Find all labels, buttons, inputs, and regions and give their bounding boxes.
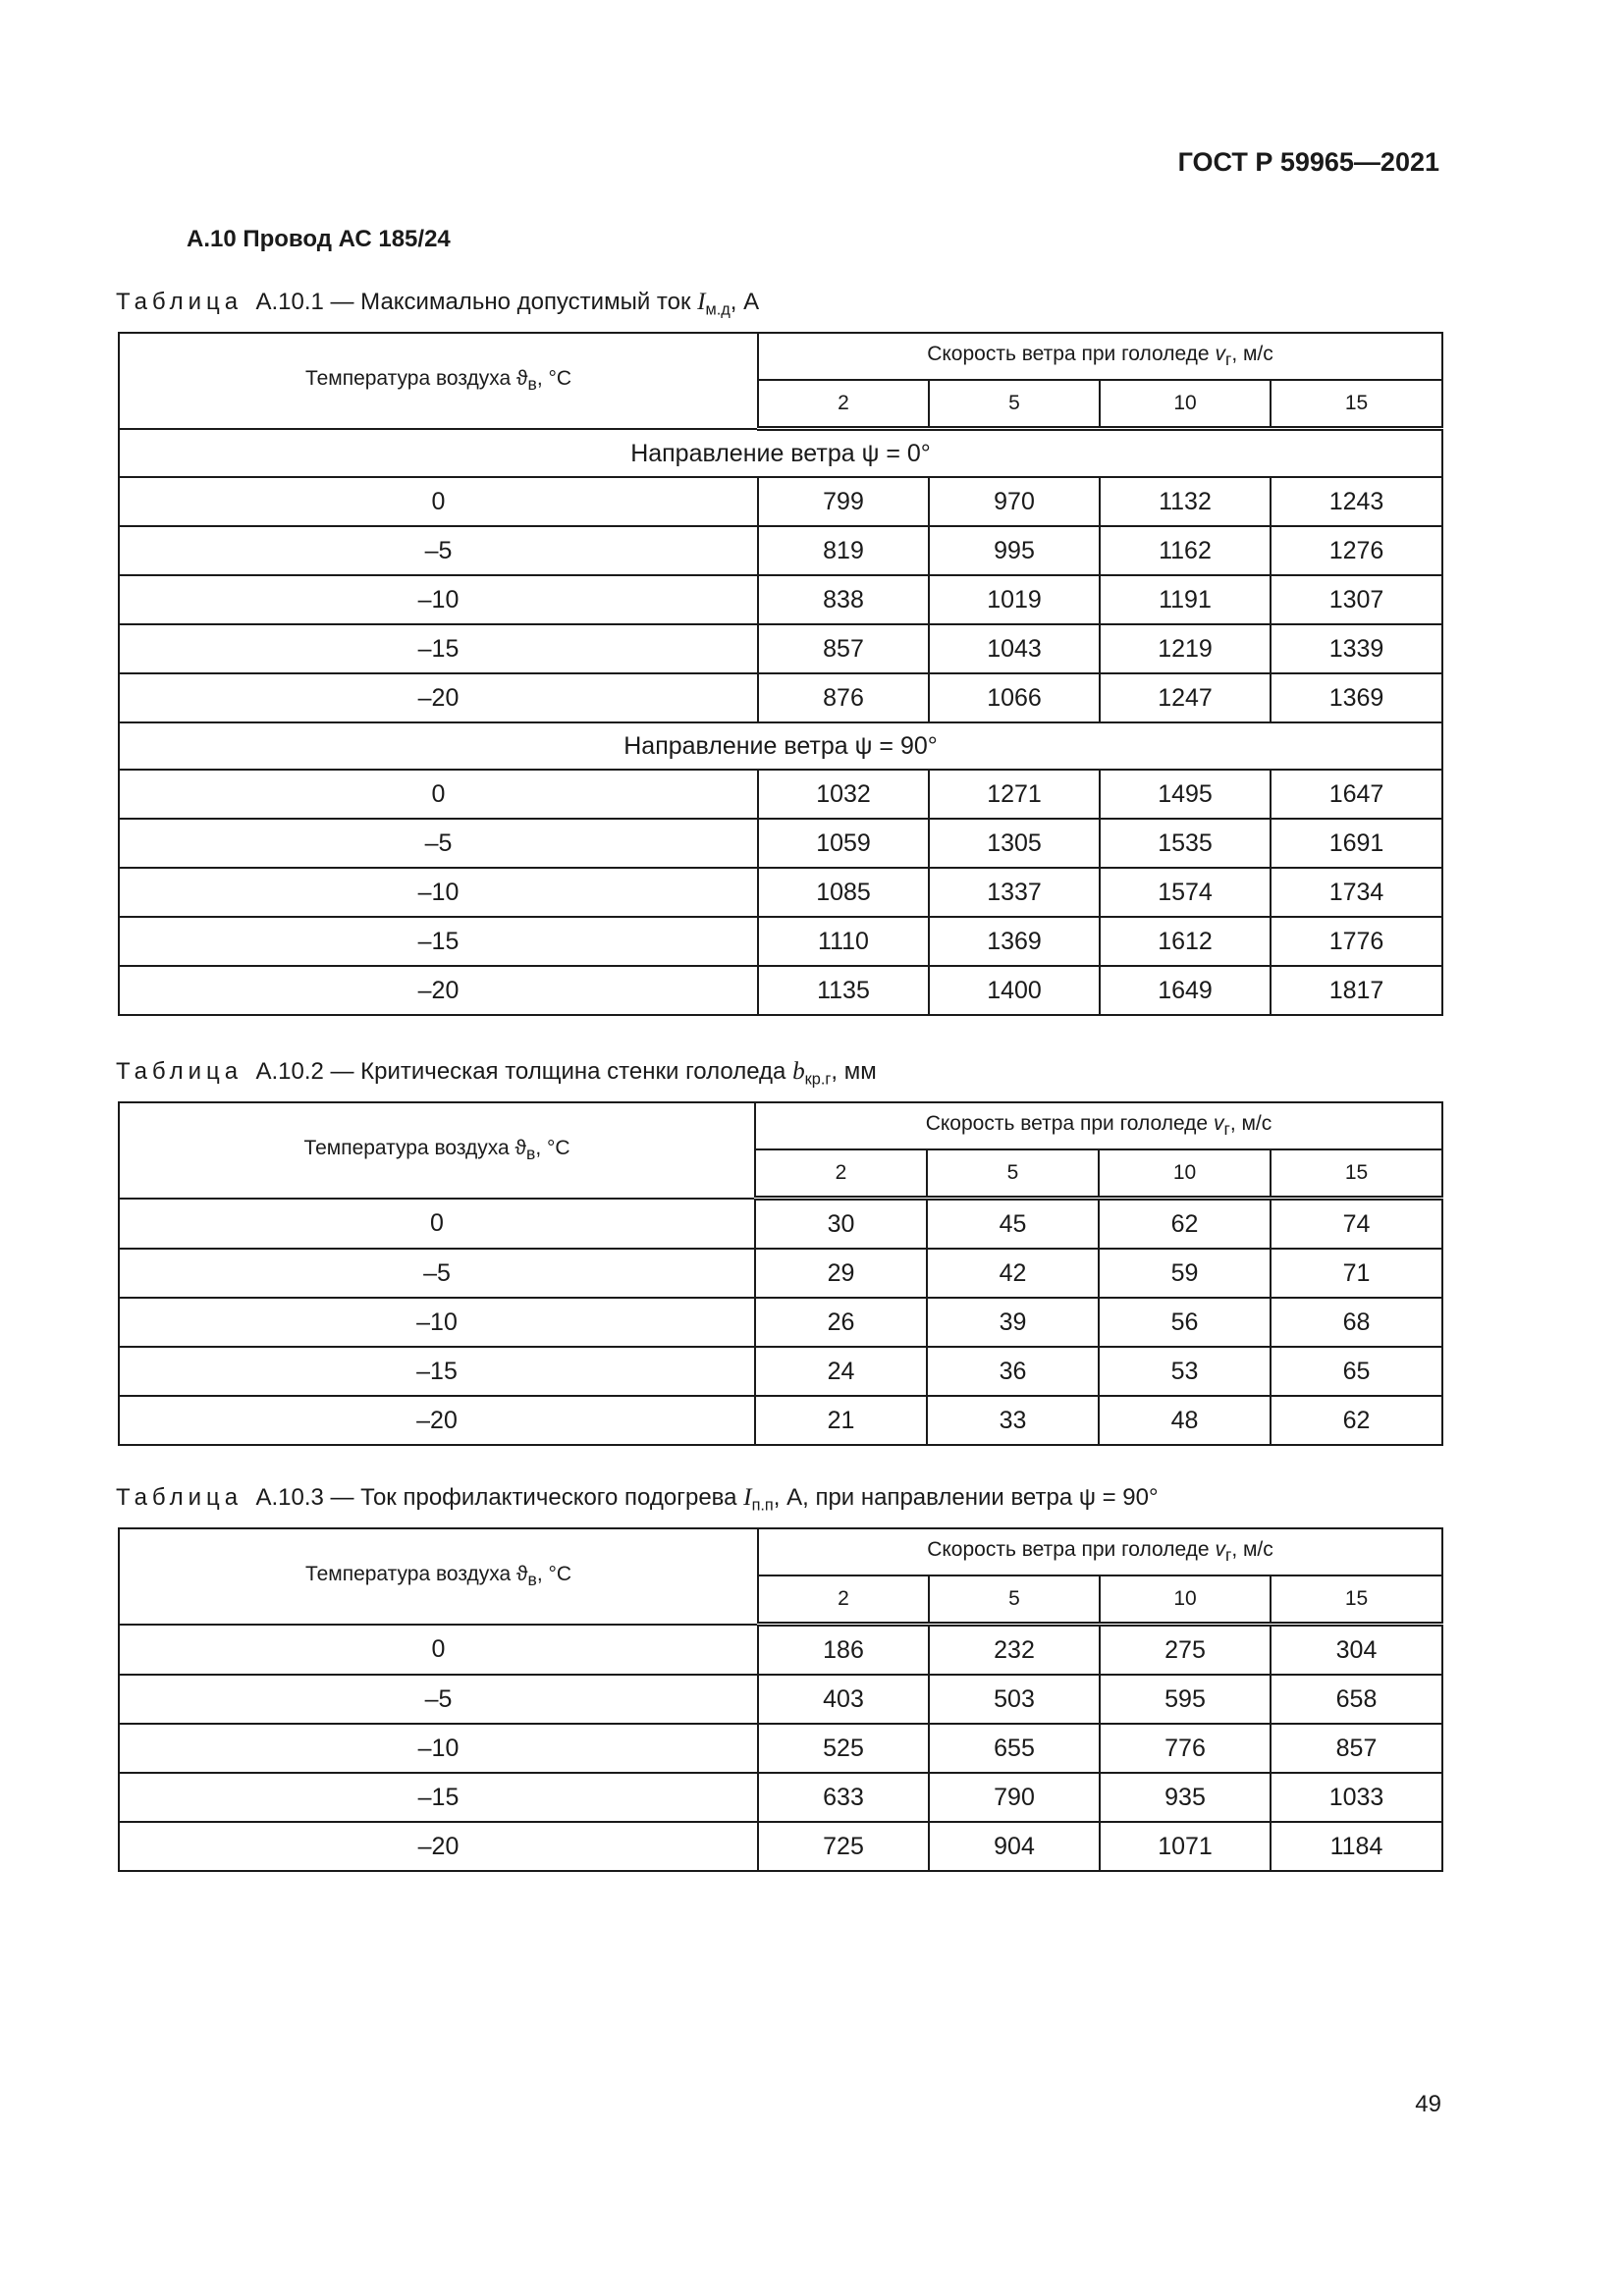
temperature-cell: –15 (119, 624, 758, 673)
wind-speed-header (758, 333, 1442, 380)
temperature-cell: –10 (119, 1298, 755, 1347)
wind-speed-header (755, 1102, 1442, 1149)
value-cell: 970 (929, 477, 1100, 526)
value-cell: 525 (758, 1724, 929, 1773)
temperature-cell: –5 (119, 819, 758, 868)
value-cell: 65 (1271, 1347, 1442, 1396)
temperature-cell: –5 (119, 526, 758, 575)
value-cell: 56 (1099, 1298, 1271, 1347)
caption-symbol: I (697, 289, 706, 315)
temperature-cell: 0 (119, 1625, 758, 1676)
section-heading: А.10 Провод АС 185/24 (187, 226, 451, 252)
value-cell: 36 (927, 1347, 1099, 1396)
temperature-cell: –10 (119, 575, 758, 624)
speed-10-header: 10 (1099, 1149, 1271, 1199)
value-cell: 1247 (1100, 673, 1271, 722)
speed-2-header: 2 (758, 380, 929, 429)
table-caption-a10-1 (116, 289, 760, 319)
speed-unit: , м/с (1231, 1537, 1273, 1561)
table-row (119, 673, 1442, 722)
value-cell: 1043 (929, 624, 1100, 673)
table-a10-1 (118, 332, 1443, 1016)
value-cell: 1135 (758, 966, 929, 1015)
speed-5-header: 5 (929, 380, 1100, 429)
value-cell: 45 (927, 1199, 1099, 1250)
value-cell: 1019 (929, 575, 1100, 624)
speed-subscript: г (1224, 1545, 1232, 1566)
caption-word: Таблица (116, 289, 244, 315)
speed-label: Скорость ветра при гололеде (925, 1111, 1214, 1135)
value-cell: 1337 (929, 868, 1100, 917)
table-row (119, 770, 1442, 819)
speed-symbol: v (1213, 1111, 1224, 1135)
value-cell: 403 (758, 1675, 929, 1724)
caption-prefix: А.10.3 — Ток профилактического подогрева (255, 1484, 744, 1511)
value-cell: 790 (929, 1773, 1100, 1822)
value-cell: 1066 (929, 673, 1100, 722)
caption-word: Таблица (116, 1484, 244, 1511)
value-cell: 995 (929, 526, 1100, 575)
temperature-cell: 0 (119, 477, 758, 526)
value-cell: 1276 (1271, 526, 1442, 575)
value-cell: 503 (929, 1675, 1100, 1724)
caption-suffix: , А (730, 289, 760, 315)
value-cell: 1110 (758, 917, 929, 966)
table-row (119, 477, 1442, 526)
temperature-cell: –15 (119, 917, 758, 966)
wind-direction-90-header: Направление ветра ψ = 90° (119, 722, 1442, 770)
speed-15-header: 15 (1271, 1575, 1442, 1625)
value-cell: 24 (755, 1347, 927, 1396)
wind-direction-0-header: Направление ветра ψ = 0° (119, 429, 1442, 478)
value-cell: 39 (927, 1298, 1099, 1347)
value-cell: 1649 (1100, 966, 1271, 1015)
value-cell: 1691 (1271, 819, 1442, 868)
caption-symbol: b (792, 1058, 805, 1085)
value-cell: 59 (1099, 1249, 1271, 1298)
value-cell: 1219 (1100, 624, 1271, 673)
value-cell: 1243 (1271, 477, 1442, 526)
caption-prefix: А.10.1 — Максимально допустимый ток (255, 289, 698, 315)
table-row (119, 1773, 1442, 1822)
caption-suffix: , мм (831, 1058, 877, 1085)
value-cell: 633 (758, 1773, 929, 1822)
value-cell: 776 (1100, 1724, 1271, 1773)
temperature-cell: –20 (119, 1822, 758, 1871)
value-cell: 21 (755, 1396, 927, 1445)
temp-subscript: в (527, 1569, 537, 1589)
table-row (119, 1249, 1442, 1298)
speed-symbol: v (1215, 342, 1225, 365)
speed-symbol: v (1215, 1537, 1225, 1561)
speed-2-header: 2 (755, 1149, 927, 1199)
table-row (119, 1298, 1442, 1347)
value-cell: 33 (927, 1396, 1099, 1445)
temp-unit: , °С (536, 366, 572, 390)
value-cell: 819 (758, 526, 929, 575)
temperature-cell: –5 (119, 1675, 758, 1724)
temperature-cell: 0 (119, 770, 758, 819)
value-cell: 48 (1099, 1396, 1271, 1445)
table-a10-2 (118, 1101, 1443, 1446)
speed-10-header: 10 (1100, 1575, 1271, 1625)
wind-speed-header (758, 1528, 1442, 1575)
value-cell: 68 (1271, 1298, 1442, 1347)
document-code: ГОСТ Р 59965—2021 (1177, 147, 1439, 177)
value-cell: 62 (1271, 1396, 1442, 1445)
value-cell: 1033 (1271, 1773, 1442, 1822)
temperature-cell: –20 (119, 1396, 755, 1445)
temp-subscript: в (527, 373, 537, 394)
value-cell: 904 (929, 1822, 1100, 1871)
value-cell: 42 (927, 1249, 1099, 1298)
table-a10-3 (118, 1527, 1443, 1872)
temp-subscript: в (526, 1143, 536, 1163)
temp-unit: , °С (536, 1562, 572, 1585)
table-row (119, 575, 1442, 624)
value-cell: 1495 (1100, 770, 1271, 819)
temperature-cell: –20 (119, 966, 758, 1015)
value-cell: 1400 (929, 966, 1100, 1015)
caption-prefix: А.10.2 — Критическая толщина стенки гололеда (255, 1058, 793, 1085)
value-cell: 1574 (1100, 868, 1271, 917)
value-cell: 1369 (929, 917, 1100, 966)
value-cell: 186 (758, 1625, 929, 1676)
table-row (119, 1396, 1442, 1445)
temperature-column-header (119, 1528, 758, 1625)
value-cell: 1612 (1100, 917, 1271, 966)
value-cell: 595 (1100, 1675, 1271, 1724)
caption-subscript: м.д (705, 300, 731, 319)
speed-15-header: 15 (1271, 380, 1442, 429)
value-cell: 1191 (1100, 575, 1271, 624)
speed-label: Скорость ветра при гололеде (927, 342, 1216, 365)
value-cell: 1071 (1100, 1822, 1271, 1871)
value-cell: 304 (1271, 1625, 1442, 1676)
speed-10-header: 10 (1100, 380, 1271, 429)
value-cell: 935 (1100, 1773, 1271, 1822)
temp-label: Температура воздуха ϑ (303, 1136, 527, 1159)
temp-label: Температура воздуха ϑ (304, 366, 528, 390)
temperature-cell: –20 (119, 673, 758, 722)
caption-word: Таблица (116, 1058, 244, 1085)
table-row (119, 1675, 1442, 1724)
value-cell: 1305 (929, 819, 1100, 868)
value-cell: 1817 (1271, 966, 1442, 1015)
table-row (119, 1822, 1442, 1871)
value-cell: 658 (1271, 1675, 1442, 1724)
value-cell: 725 (758, 1822, 929, 1871)
table-row (119, 526, 1442, 575)
table-caption-a10-3 (116, 1484, 1159, 1515)
value-cell: 1339 (1271, 624, 1442, 673)
speed-15-header: 15 (1271, 1149, 1442, 1199)
caption-suffix: , А, при направлении ветра ψ = 90° (773, 1484, 1159, 1511)
temp-label: Температура воздуха ϑ (304, 1562, 528, 1585)
temperature-cell: –15 (119, 1773, 758, 1822)
speed-unit: , м/с (1229, 1111, 1272, 1135)
caption-symbol: I (743, 1484, 752, 1511)
value-cell: 29 (755, 1249, 927, 1298)
value-cell: 838 (758, 575, 929, 624)
table-row (119, 868, 1442, 917)
speed-5-header: 5 (927, 1149, 1099, 1199)
value-cell: 1369 (1271, 673, 1442, 722)
temperature-cell: –5 (119, 1249, 755, 1298)
speed-subscript: г (1224, 349, 1232, 370)
speed-5-header: 5 (929, 1575, 1100, 1625)
caption-subscript: кр.г (804, 1070, 832, 1089)
caption-subscript: п.п (751, 1496, 774, 1515)
page-number: 49 (1415, 2091, 1441, 2117)
value-cell: 1032 (758, 770, 929, 819)
temp-unit: , °С (535, 1136, 570, 1159)
value-cell: 1059 (758, 819, 929, 868)
table-row (119, 819, 1442, 868)
speed-label: Скорость ветра при гололеде (927, 1537, 1216, 1561)
value-cell: 1271 (929, 770, 1100, 819)
temperature-cell: 0 (119, 1199, 755, 1250)
value-cell: 275 (1100, 1625, 1271, 1676)
table-row (119, 624, 1442, 673)
value-cell: 1307 (1271, 575, 1442, 624)
value-cell: 1132 (1100, 477, 1271, 526)
speed-2-header: 2 (758, 1575, 929, 1625)
value-cell: 1647 (1271, 770, 1442, 819)
table-row (119, 1625, 1442, 1676)
value-cell: 232 (929, 1625, 1100, 1676)
value-cell: 857 (758, 624, 929, 673)
value-cell: 62 (1099, 1199, 1271, 1250)
value-cell: 1184 (1271, 1822, 1442, 1871)
value-cell: 1776 (1271, 917, 1442, 966)
value-cell: 1734 (1271, 868, 1442, 917)
value-cell: 53 (1099, 1347, 1271, 1396)
table-row (119, 1347, 1442, 1396)
value-cell: 1535 (1100, 819, 1271, 868)
value-cell: 876 (758, 673, 929, 722)
value-cell: 857 (1271, 1724, 1442, 1773)
temperature-cell: –10 (119, 1724, 758, 1773)
value-cell: 26 (755, 1298, 927, 1347)
temperature-cell: –10 (119, 868, 758, 917)
temperature-cell: –15 (119, 1347, 755, 1396)
value-cell: 799 (758, 477, 929, 526)
table-caption-a10-2 (116, 1058, 877, 1089)
speed-subscript: г (1223, 1119, 1230, 1140)
value-cell: 655 (929, 1724, 1100, 1773)
value-cell: 30 (755, 1199, 927, 1250)
table-row (119, 1199, 1442, 1250)
temperature-column-header (119, 1102, 755, 1199)
table-row (119, 1724, 1442, 1773)
value-cell: 71 (1271, 1249, 1442, 1298)
table-row (119, 966, 1442, 1015)
value-cell: 1085 (758, 868, 929, 917)
temperature-column-header (119, 333, 758, 429)
value-cell: 74 (1271, 1199, 1442, 1250)
table-row (119, 917, 1442, 966)
speed-unit: , м/с (1231, 342, 1273, 365)
value-cell: 1162 (1100, 526, 1271, 575)
